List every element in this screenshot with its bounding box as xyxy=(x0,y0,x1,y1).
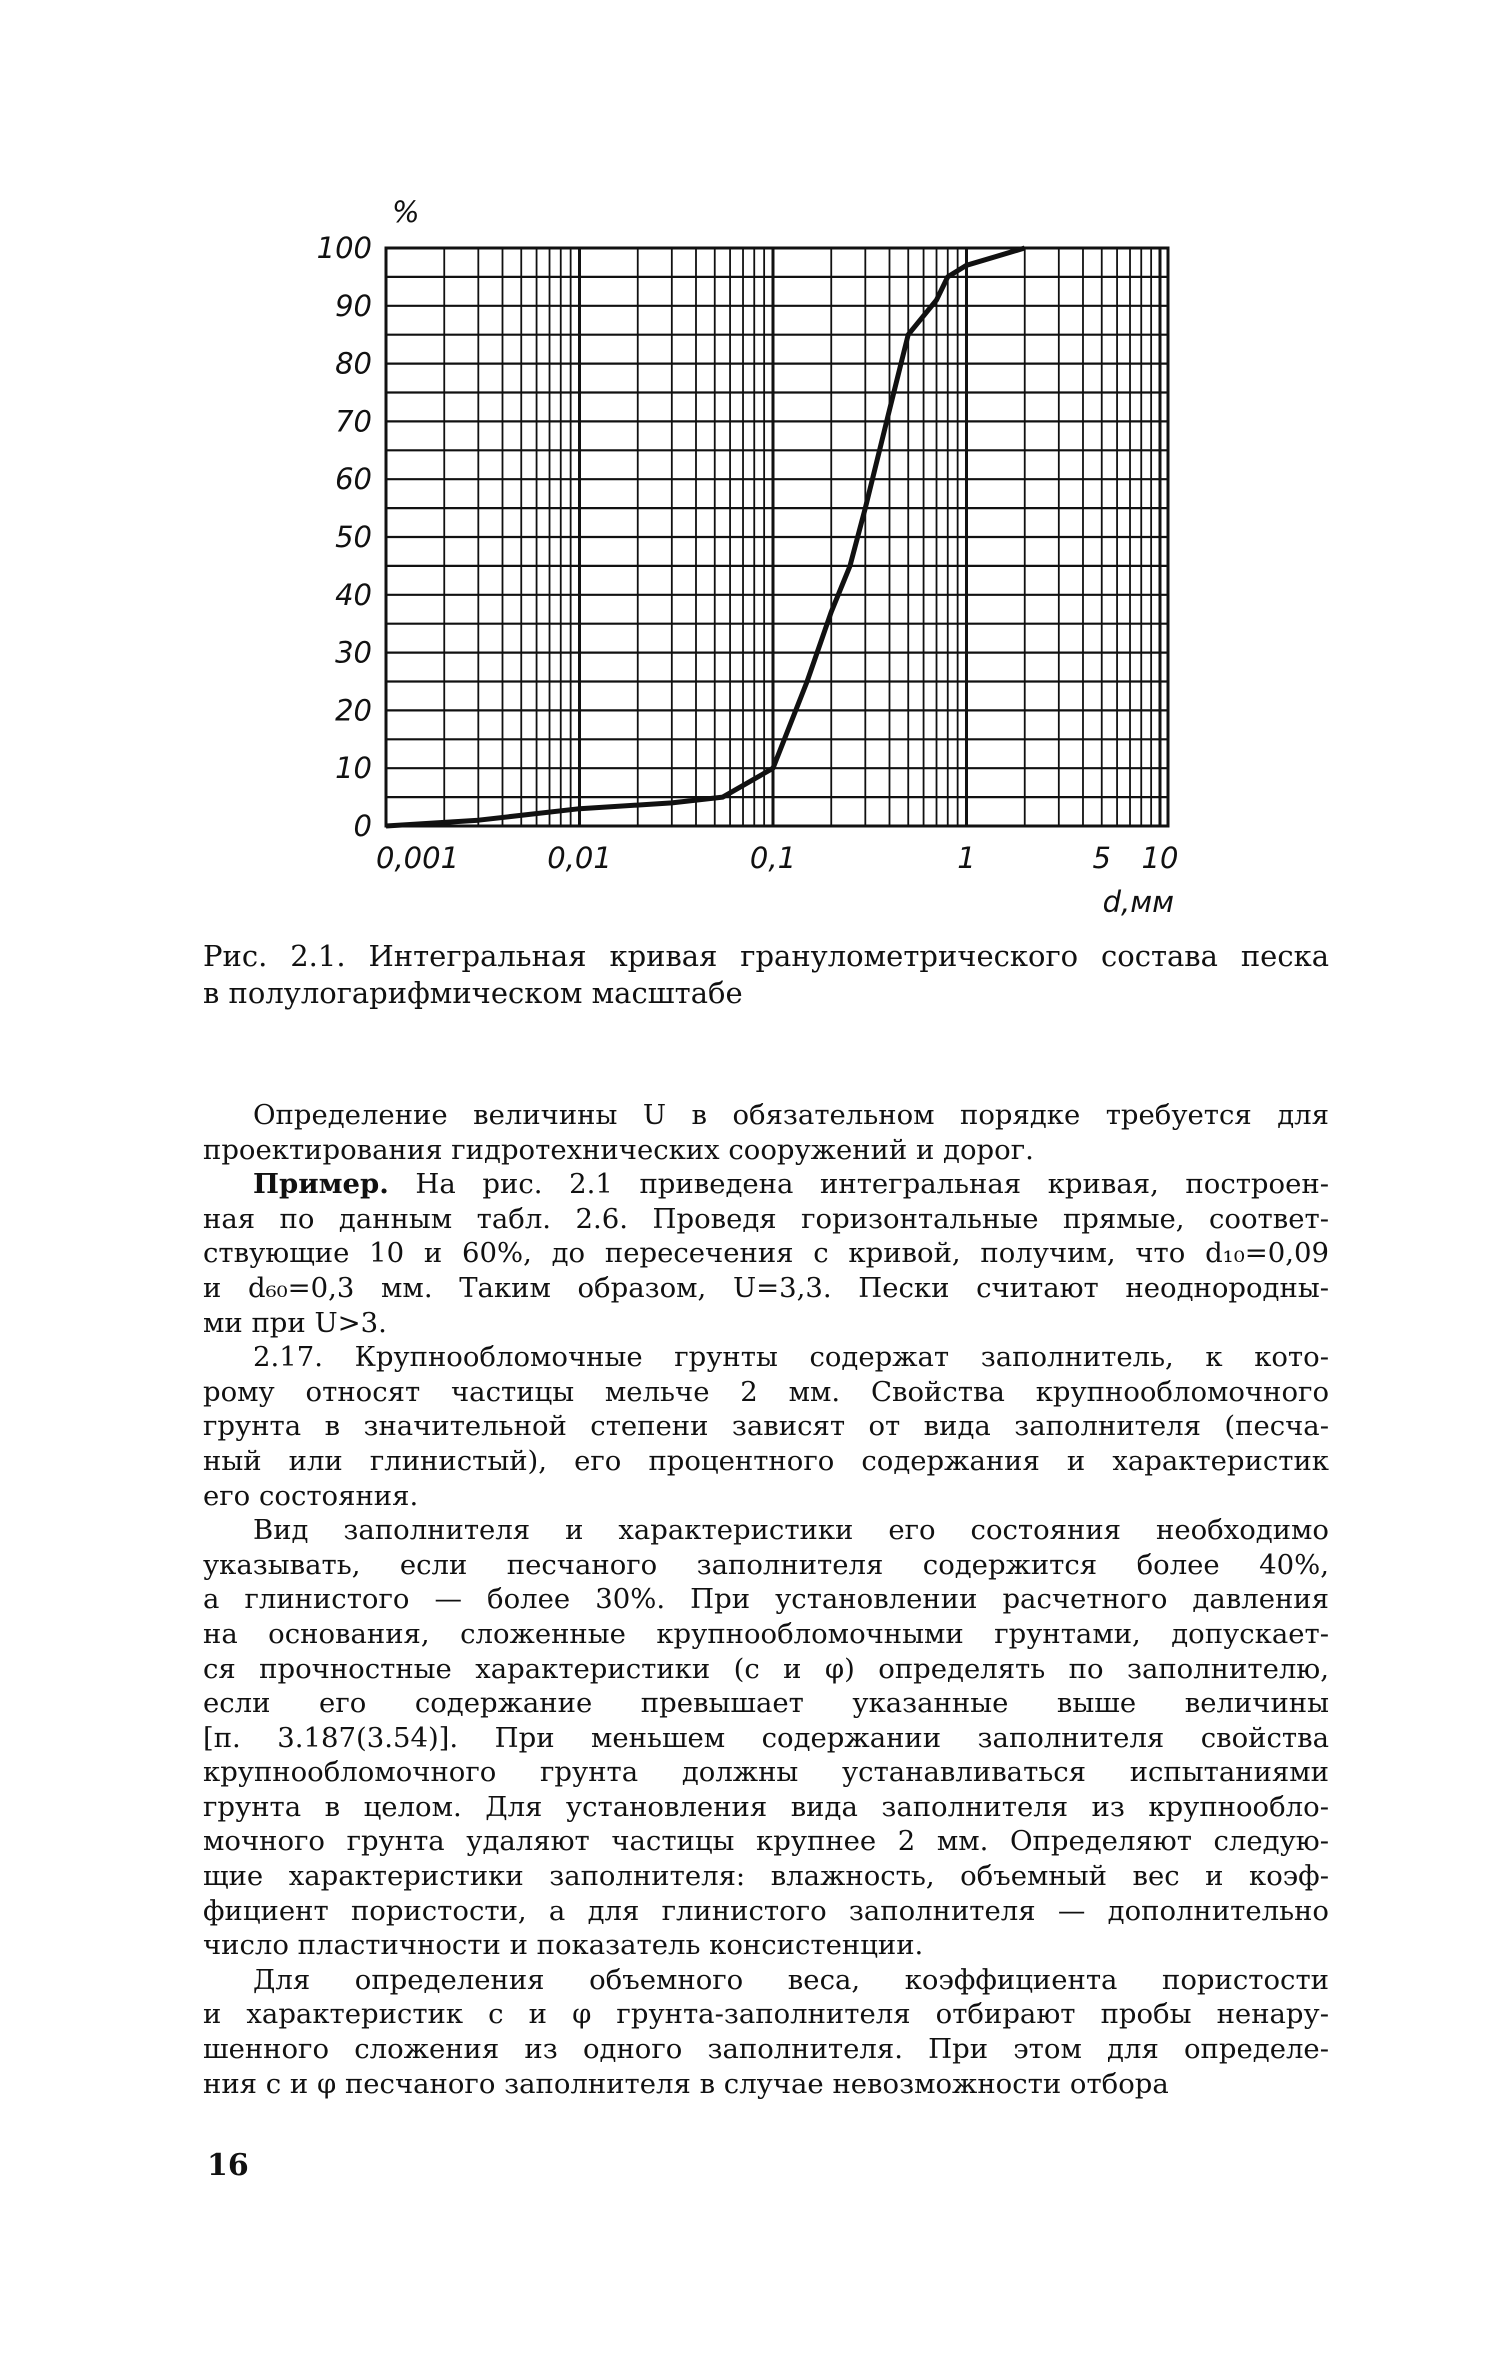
text-line: фициент пористости, а для глинистого заполнителя — дополнительно xyxy=(203,1894,1329,1927)
text-line: его состояния. xyxy=(203,1479,419,1512)
text-line: если его содержание превышает указанные выше величины xyxy=(203,1687,1329,1720)
y-tick-label: 40 xyxy=(335,577,372,612)
y-axis-label: % xyxy=(392,195,420,229)
y-tick-label: 70 xyxy=(335,404,372,439)
y-tick-label: 100 xyxy=(316,231,372,265)
text-line: ная по данным табл. 2.6. Проведя горизонтальные прямые, соответ- xyxy=(203,1202,1329,1235)
text-line: число пластичности и показатель консистенции. xyxy=(203,1929,924,1962)
text-line: проектирования гидротехнических сооружений и дорог. xyxy=(203,1133,1034,1166)
text-line: а глинистого — более 30%. При установлении расчетного давления xyxy=(203,1583,1329,1616)
caption-line: в полулогарифмическом масштабе xyxy=(203,976,743,1010)
text-line: ный или глинистый), его процентного содержания и характеристик xyxy=(203,1444,1329,1477)
grain-size-chart xyxy=(0,0,1501,940)
text-line: и d₆₀=0,3 мм. Таким образом, U=3,3. Пески считают неоднородны- xyxy=(203,1271,1329,1304)
text-line: крупнообломочного грунта должны устанавливаться испытаниями xyxy=(203,1756,1329,1789)
y-tick-label: 0 xyxy=(353,809,372,843)
text-line: Для определения объемного веса, коэффициента пористости xyxy=(253,1963,1329,1996)
text-line: щие характеристики заполнителя: влажность, объемный вес и коэф- xyxy=(203,1860,1329,1893)
y-tick-label: 10 xyxy=(335,751,372,786)
y-tick-label: 30 xyxy=(335,635,372,670)
text-line: мочного грунта удаляют частицы крупнее 2 мм. Определяют следую- xyxy=(203,1825,1329,1858)
text-line: Вид заполнителя и характеристики его состояния необходимо xyxy=(253,1514,1329,1547)
y-tick-label: 90 xyxy=(335,288,372,323)
x-tick-label: 0,001 xyxy=(376,841,460,875)
x-tick-label: 0,01 xyxy=(547,841,612,875)
text-line: грунта в целом. Для установления вида заполнителя из крупнообло- xyxy=(203,1790,1329,1823)
y-tick-label: 80 xyxy=(335,346,372,381)
body-text xyxy=(203,1098,1329,2101)
page-number: 16 xyxy=(207,2148,249,2183)
y-tick-label: 60 xyxy=(335,462,372,497)
text-line: Определение величины U в обязательном порядке требуется для xyxy=(253,1099,1329,1131)
bold-lead: Пример. xyxy=(253,1168,389,1201)
text-line: [п. 3.187(3.54)]. При меньшем содержании заполнителя свойства xyxy=(203,1721,1329,1754)
x-tick-label: 10 xyxy=(1141,841,1179,875)
text-line: рому относят частицы мельче 2 мм. Свойства крупнообломочного xyxy=(203,1375,1329,1408)
figure-caption xyxy=(203,938,1329,1012)
text-line: ния c и φ песчаного заполнителя в случае невозможности отбора xyxy=(203,2067,1169,2100)
text-line: грунта в значительной степени зависят от вида заполнителя (песча- xyxy=(203,1410,1329,1443)
text-line: шенного сложения из одного заполнителя. При этом для определе- xyxy=(203,2033,1329,2066)
x-tick-label: 1 xyxy=(957,841,976,875)
caption-line: Рис. 2.1. Интегральная кривая гранулометрического состава песка xyxy=(203,939,1329,973)
line-text: На рис. 2.1 приведена интегральная кривая, построен- xyxy=(388,1168,1329,1201)
x-tick-label: 5 xyxy=(1092,841,1111,875)
text-line: ствующие 10 и 60%, до пересечения с кривой, получим, что d₁₀=0,09 xyxy=(203,1237,1329,1270)
text-line: и характеристик c и φ грунта-заполнителя отбирают пробы ненару- xyxy=(203,1998,1329,2031)
x-tick-label: 0,1 xyxy=(749,841,797,875)
text-line: указывать, если песчаного заполнителя содержится более 40%, xyxy=(203,1548,1329,1581)
text-line: ся прочностные характеристики (c и φ) определять по заполнителю, xyxy=(203,1652,1329,1685)
text-line: ми при U>3. xyxy=(203,1306,387,1339)
y-tick-label: 20 xyxy=(335,693,372,728)
y-tick-label: 50 xyxy=(335,520,372,554)
text-line xyxy=(203,1167,1329,1202)
x-axis-label: d,мм xyxy=(1102,885,1174,919)
text-line: 2.17. Крупнообломочные грунты содержат заполнитель, к кото- xyxy=(253,1341,1329,1374)
text-line: на основания, сложенные крупнообломочными грунтами, допускает- xyxy=(203,1617,1329,1650)
